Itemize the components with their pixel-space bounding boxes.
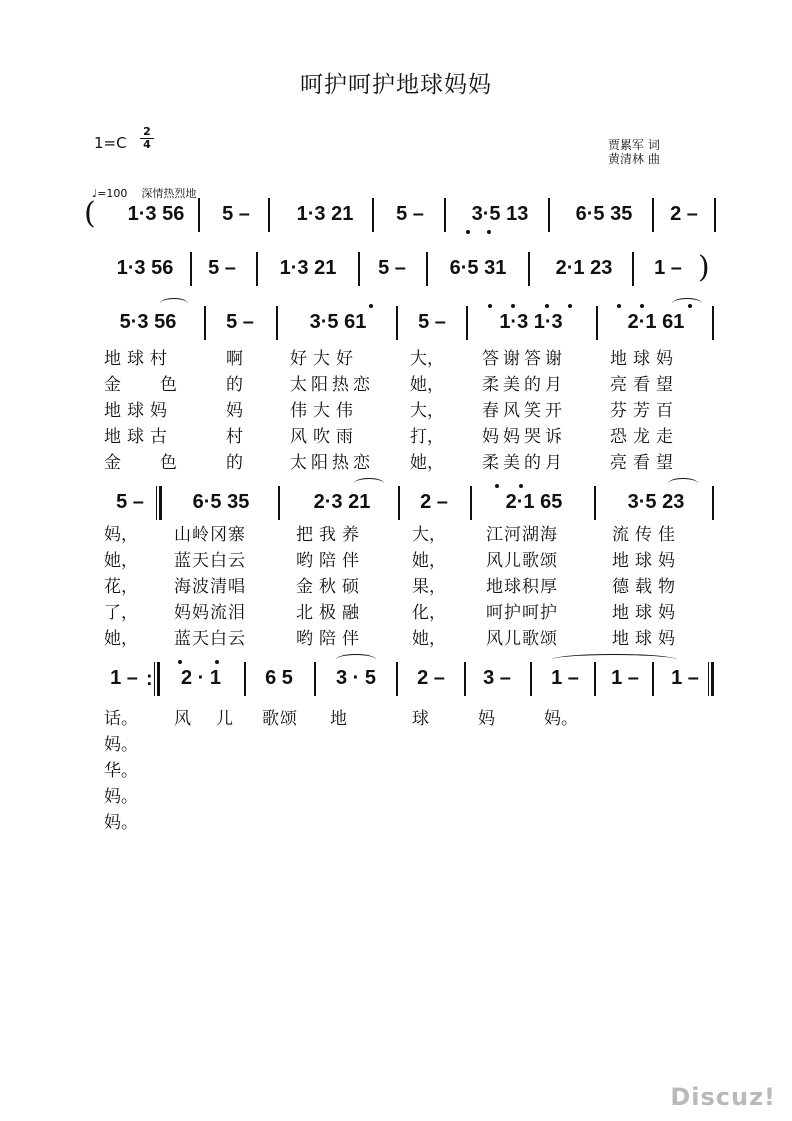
bar-line [372,198,374,232]
lyric-line-6 [0,520,792,544]
lyric: 金 [104,453,121,473]
lyric: 地 [330,709,347,729]
lyric: 大， [410,401,444,421]
lyric: 哟陪伴 [296,551,365,571]
measure: 5 – [378,257,406,279]
lyric: 地球积厚 [486,577,558,597]
bar-line [466,306,468,340]
lyric: 北极融 [296,603,365,623]
lyric: 大， [410,349,444,369]
measure: 3 – [483,667,511,689]
lyric: 妈， [104,525,138,545]
bar-line [314,662,316,696]
lyric: 太阳热恋 [290,375,374,395]
bar-line [278,486,280,520]
key-signature: 1=C [94,134,127,152]
measure: 1 – [611,667,639,689]
lyric: 话。 [104,709,138,729]
octave-dot [519,484,523,488]
lyric-line-13 [0,756,792,780]
repeat-bar [154,662,160,696]
bar-line [652,662,654,696]
octave-dot [466,230,470,234]
lyric: 好大好 [290,349,359,369]
staff-row-2 [0,250,792,290]
staff-row-4 [0,484,792,524]
staff-row-5 [0,660,792,700]
bar-line [528,252,530,286]
bar-line [594,486,596,520]
lyric: 哟陪伴 [296,629,365,649]
bar-line [244,662,246,696]
slur [672,298,702,309]
measure: 6·5 31 [449,257,507,279]
measure: 1·3 21 [279,257,337,279]
lyric: 化， [412,603,446,623]
page-title: 呵护呵护地球妈妈 [300,72,492,98]
lyric: 地球妈 [612,551,681,571]
octave-dot [488,304,492,308]
slur [668,478,698,489]
staff-row-1 [0,196,792,236]
lyric: 把我养 [296,525,365,545]
lyric: 芬芳百 [610,401,679,421]
watermark-logo: Discuz! [670,1083,776,1111]
bar-line [198,198,200,232]
tie [552,654,676,665]
lyric: 的 [226,453,243,473]
lyric-line-7 [0,546,792,570]
lyric: 风儿歌颂 [486,551,558,571]
measure: 2·1 61 [627,311,685,333]
lyric-line-9 [0,598,792,622]
measure: 5 – [116,491,144,513]
lyric: 球 [412,709,429,729]
lyric: 地球古 [104,427,173,447]
bar-line [712,306,714,340]
lyric: 色 [160,375,177,395]
lyric: 地球村 [104,349,173,369]
bar-line [396,306,398,340]
slur [336,654,376,665]
lyric-line-11 [0,704,792,728]
lyric: 答谢答谢 [482,349,566,369]
lyric: 村 [226,427,243,447]
lyric: 地球妈 [104,401,173,421]
bar-line [530,662,532,696]
measure: 3·5 61 [309,311,367,333]
lyric: 她， [412,629,446,649]
measure: 5 – [226,311,254,333]
bar-line [652,198,654,232]
lyric-line-2 [0,370,792,394]
lyric: 歌颂 [262,709,298,729]
lyric: 她， [410,375,444,395]
measure: 1·3 1·3 [499,311,563,333]
measure: 2·3 21 [313,491,371,513]
lyric-line-14 [0,782,792,806]
lyric: 华。 [104,761,138,781]
measure: 1 – [654,257,682,279]
measure: 3·5 23 [627,491,685,513]
lyric: 风 [174,709,191,729]
lyric: 了， [104,603,138,623]
lyric: 妈。 [104,735,138,755]
slur [160,298,188,309]
lyric: 伟大伟 [290,401,359,421]
lyric: 妈 [226,401,243,421]
lyric: 儿 [216,709,233,729]
lyric: 地球妈 [610,349,679,369]
lyric: 柔美的月 [482,453,566,473]
lyric: 地球妈 [612,629,681,649]
lyric-line-12 [0,730,792,754]
lyric: 柔美的月 [482,375,566,395]
bar-line [464,662,466,696]
measure: 6·5 35 [192,491,250,513]
octave-dot [487,230,491,234]
tempo-expression: 深情热烈地 [141,187,197,200]
lyric: 花， [104,577,138,597]
measure: 6·5 35 [575,203,633,225]
measure: 5 – [208,257,236,279]
lyric: 风儿歌颂 [486,629,558,649]
octave-dot [495,484,499,488]
measure: 2·1 23 [555,257,613,279]
lyric: 大， [412,525,446,545]
composer: 黄清林 曲 [608,152,660,166]
lyric: 风吹雨 [290,427,359,447]
time-bottom: 4 [140,138,154,151]
lyric-line-4 [0,422,792,446]
lyric-line-15 [0,808,792,832]
lyricist: 贾累军 词 [608,138,660,152]
lyric: 的 [226,375,243,395]
lyric: 妈 [478,709,495,729]
lyric: 江河湖海 [486,525,558,545]
lyric-line-1 [0,344,792,368]
slur [354,478,384,489]
measure: 1 – [671,667,699,689]
lyric-line-3 [0,396,792,420]
lyric: 妈。 [104,813,138,833]
lyric: 她， [410,453,444,473]
bar-line [712,486,714,520]
measure: 3 · 5 [335,667,377,689]
lyric: 蓝天白云 [174,629,246,649]
bar-line [594,662,596,696]
bar-line [596,306,598,340]
lyric: 海波清唱 [174,577,246,597]
time-signature [140,126,154,151]
bar-line [358,252,360,286]
bar-line [470,486,472,520]
measure: 1 – [551,667,579,689]
measure: 2 · 1 [180,667,222,689]
time-top: 2 [143,125,151,138]
lyric: 恐龙走 [610,427,679,447]
lyric: 妈。 [544,709,578,729]
close-paren: ) [698,250,710,285]
lyric: 德载物 [612,577,681,597]
lyric: 她， [104,551,138,571]
octave-dot [178,660,182,664]
lyric-line-8 [0,572,792,596]
octave-dot [545,304,549,308]
lyric: 山岭冈寨 [174,525,246,545]
bar-line [426,252,428,286]
lyric: 妈。 [104,787,138,807]
lyric-line-10 [0,624,792,648]
bar-line [256,252,258,286]
octave-dot [369,304,373,308]
lyric: 亮看望 [610,453,679,473]
bar-line [398,486,400,520]
measure: 3·5 13 [471,203,529,225]
octave-dot [617,304,621,308]
lyric: 她， [104,629,138,649]
lyric: 妈妈流泪 [174,603,246,623]
measure: 1·3 56 [127,203,185,225]
lyric: 啊 [226,349,243,369]
lyric: 春风笑开 [482,401,566,421]
lyric: 地球妈 [612,603,681,623]
measure: 5 – [396,203,424,225]
measure: 2 – [417,667,445,689]
lyric: 妈妈哭诉 [482,427,566,447]
measure: 2 – [670,203,698,225]
lyric: 呵护呵护 [486,603,558,623]
lyric: 金秋硕 [296,577,365,597]
tempo-value: ♩=100 [92,187,128,200]
bar-line [204,306,206,340]
lyric: 色 [160,453,177,473]
lyric: 果， [412,577,446,597]
measure: 6 5 [265,667,293,689]
lyric: 太阳热恋 [290,453,374,473]
measure: 1·3 56 [116,257,174,279]
final-bar [708,662,714,696]
bar-line [190,252,192,286]
lyric: 蓝天白云 [174,551,246,571]
measure: 2 – [420,491,448,513]
bar-line [268,198,270,232]
repeat-sign: : [146,668,153,690]
measure: 5 – [418,311,446,333]
measure: 5·3 56 [119,311,177,333]
lyric-line-5 [0,448,792,472]
lyric: 打， [410,427,444,447]
lyric: 流传佳 [612,525,681,545]
double-bar [156,486,162,520]
lyric: 亮看望 [610,375,679,395]
measure: 1·3 21 [296,203,354,225]
measure: 1 – [110,667,138,689]
credits [608,138,660,166]
lyric: 金 [104,375,121,395]
bar-line [276,306,278,340]
octave-dot [640,304,644,308]
bar-line [548,198,550,232]
measure: 2·1 65 [505,491,563,513]
octave-dot [215,660,219,664]
octave-dot [568,304,572,308]
bar-line [444,198,446,232]
open-paren: ( [84,196,96,231]
lyric: 她， [412,551,446,571]
measure: 5 – [222,203,250,225]
bar-line [396,662,398,696]
bar-line [632,252,634,286]
octave-dot [511,304,515,308]
staff-row-3 [0,304,792,344]
bar-line [714,198,716,232]
